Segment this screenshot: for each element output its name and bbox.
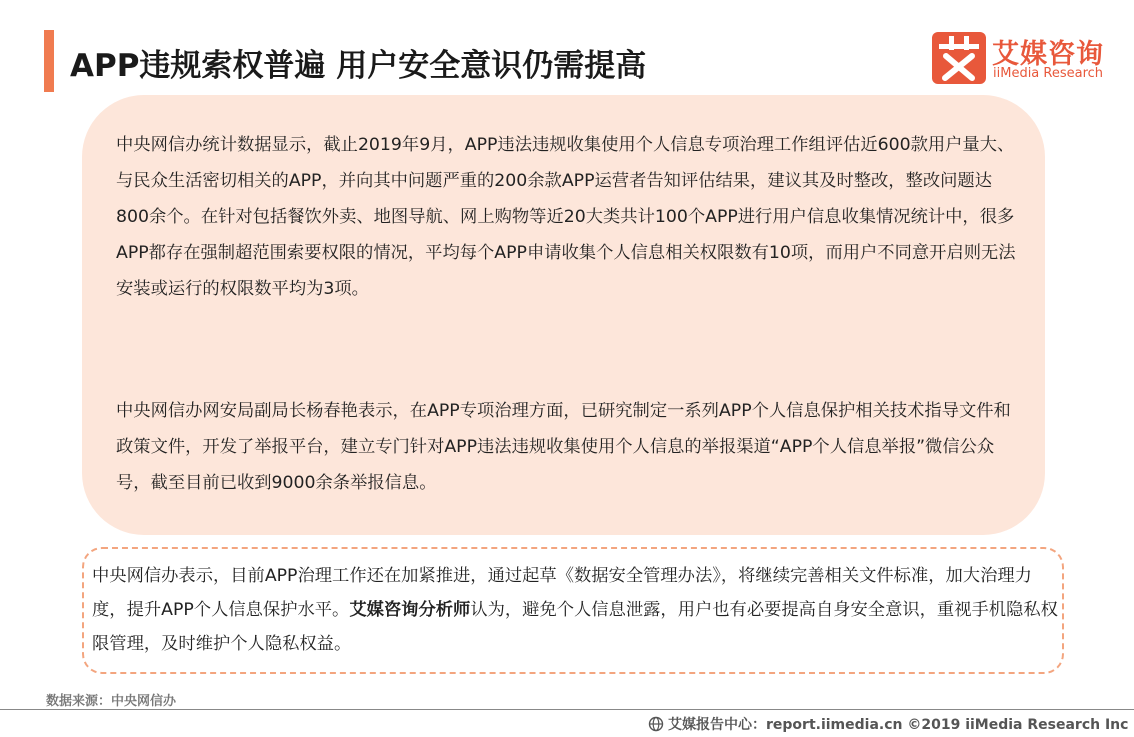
analyst-text-conclusion: 认为，避免个人信息泄露，用户也有必要提高自身安全意识，重视手机隐私权限管理，及时维护个人隐私权益。 [92, 600, 1058, 654]
footer-text[interactable]: 艾媒报告中心：report.iimedia.cn ©2019 iiMedia Research Inc [668, 717, 1129, 733]
info-paragraph-2: 中央网信办网安局副局长杨春艳表示，在APP专项治理方面，已研究制定一系列APP个人信息保护相关技术指导文件和政策文件，开发了举报平台，建立专门针对APP违法违规收集使用个人信息的举报渠道“APP个人信息举报”微信公众号，截至目前已收到9000余条举报信息。 [116, 401, 1011, 493]
title-accent-bar [44, 30, 54, 92]
logo-mark-glyph [932, 32, 986, 84]
analyst-emphasis: 艾媒咨询分析师 [349, 600, 471, 620]
logo-name-cn: 艾媒咨询 [992, 39, 1104, 70]
analyst-box [82, 547, 1064, 674]
footer [648, 714, 1128, 734]
logo-mark [932, 32, 986, 84]
logo-name-en: iiMedia Research [993, 66, 1104, 81]
analyst-text-intro: 中央网信办表示，目前APP治理工作还在加紧推进，通过起草《数据安全管理办法》，将继续完善相关文件标准，加大治理力度，提升APP个人信息保护水平。 [92, 566, 1032, 620]
analyst-text [92, 559, 1058, 661]
footer-divider [0, 709, 1134, 710]
info-panel [82, 95, 1045, 535]
page-title: APP违规索权普遍 用户安全意识仍需提高 [70, 48, 647, 84]
data-source: 数据来源：中央网信办 [46, 694, 177, 709]
info-paragraph-1: 中央网信办统计数据显示，截止2019年9月，APP违法违规收集使用个人信息专项治理工作组评估近600款用户量大、与民众生活密切相关的APP，并向其中问题严重的200余款APP运营者告知评估结果，建议其及时整改，整改问题达800余个。在针对包括餐饮外卖、地图导航、网上购物等近20大类共计100个APP进行用户信息收集情况统计中，很多APP都存在强制超范围索要权限的情况，平均每个APP申请收集个人信息相关权限数有10项，而用户不同意开启则无法安装或运行的权限数平均为3项。 [116, 135, 1016, 299]
globe-icon [648, 716, 664, 732]
logo [932, 32, 1122, 88]
